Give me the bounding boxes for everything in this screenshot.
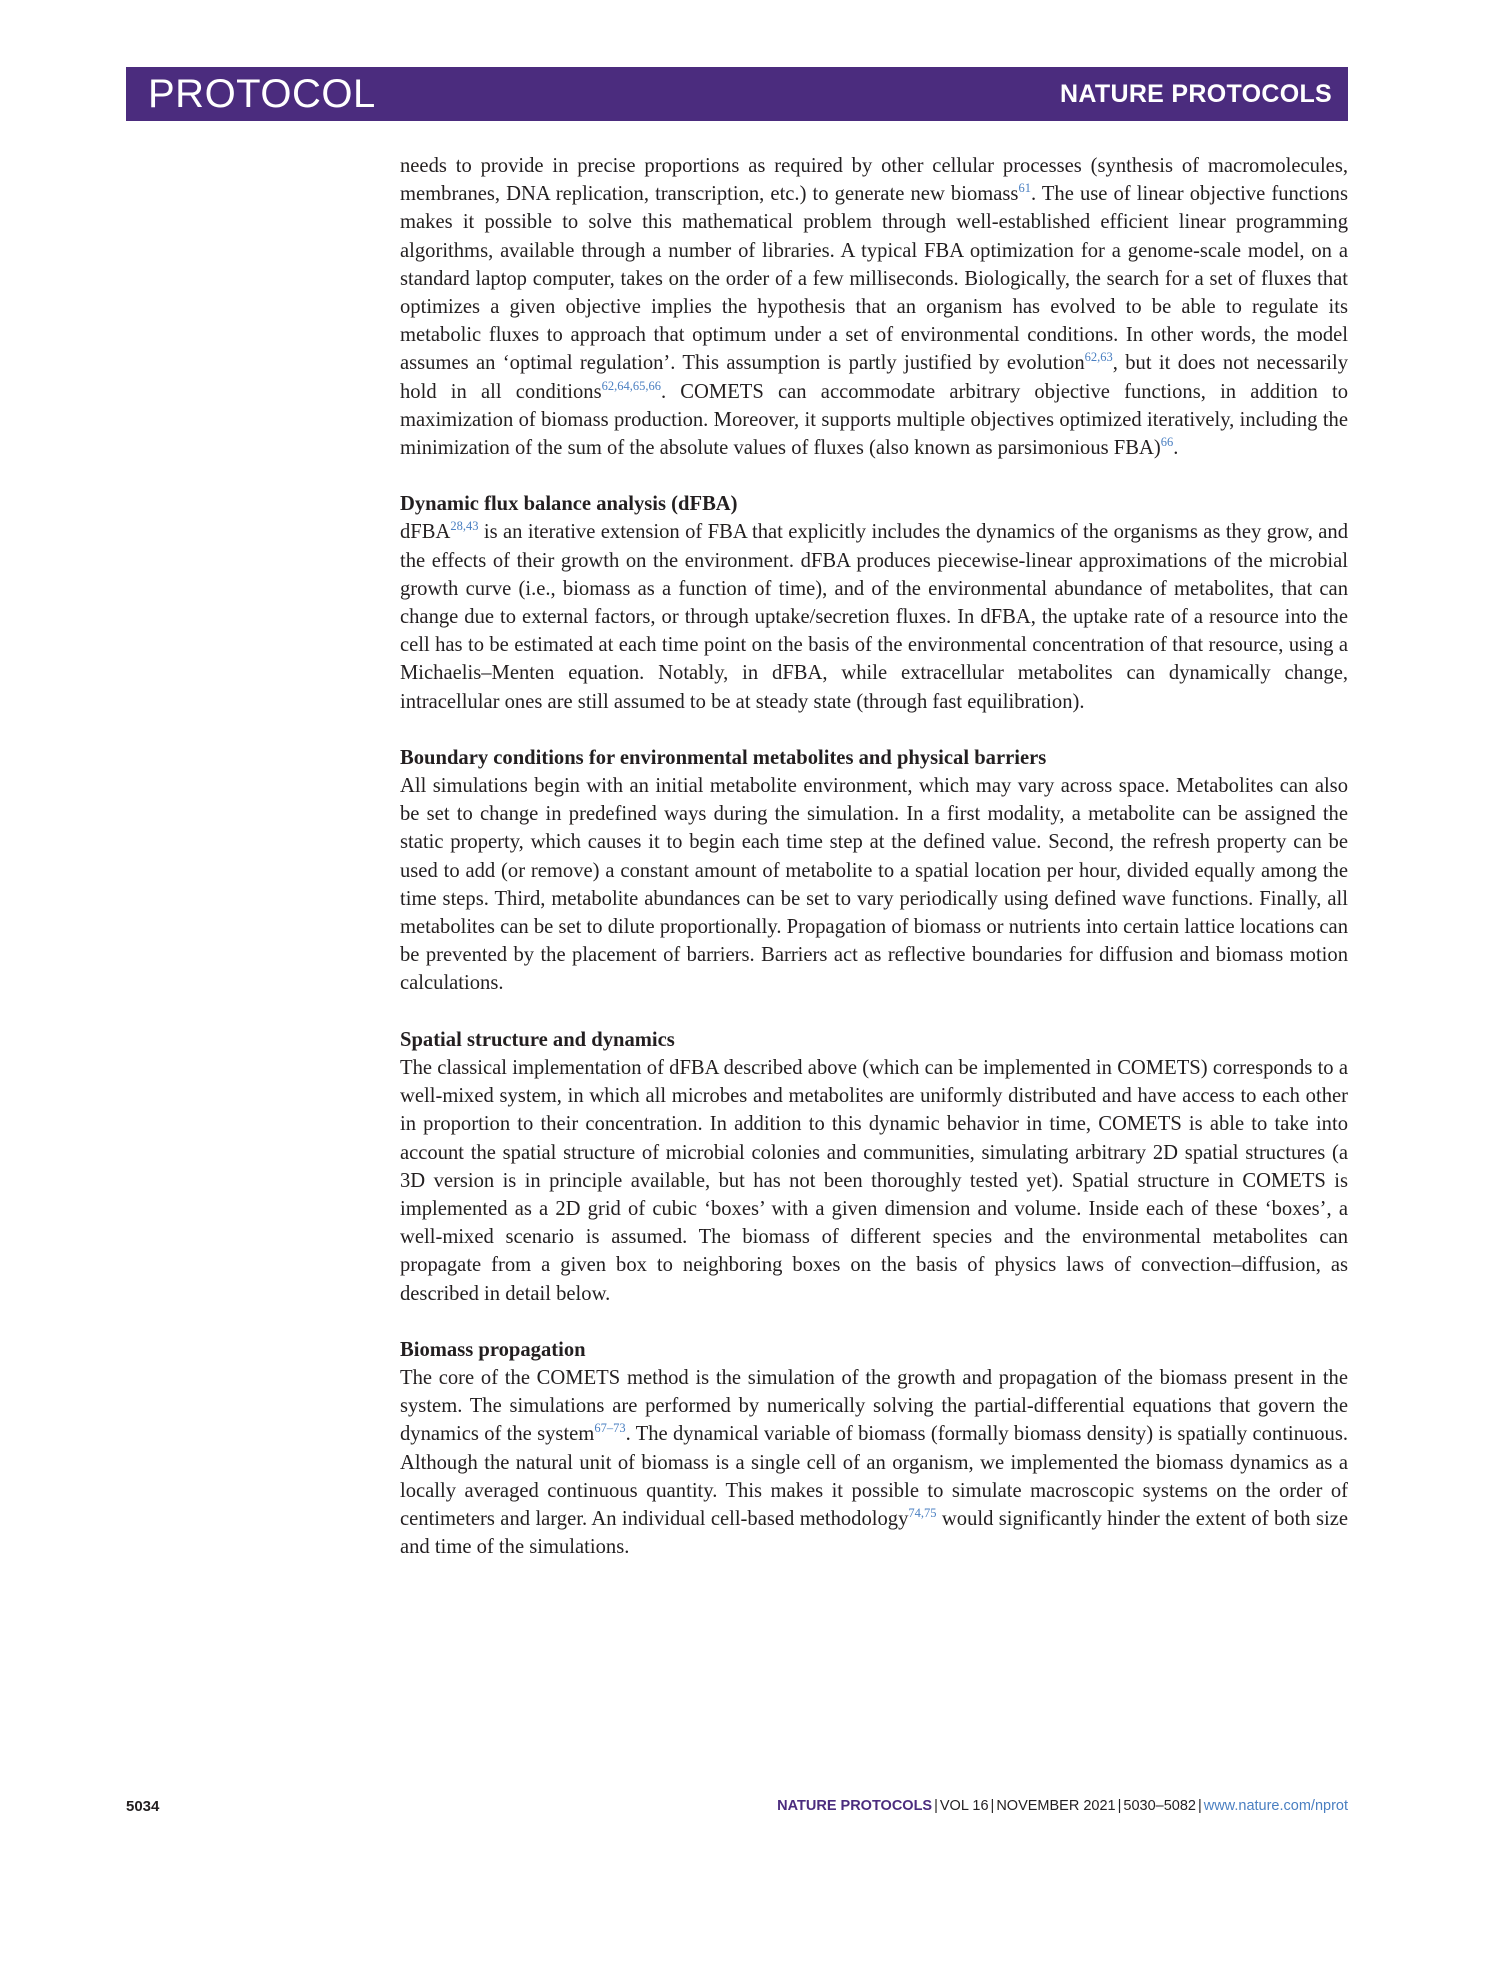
footer-separator: | [1117, 1798, 1122, 1814]
journal-name: NATURE PROTOCOLS [1060, 80, 1332, 108]
footer-volume: VOL 16 [939, 1798, 989, 1814]
citation-link[interactable]: 67–73 [594, 1421, 626, 1436]
section-spatial-structure [400, 1026, 1348, 1308]
footer-separator: | [1197, 1798, 1202, 1814]
text-run: , but it does not necessarily hold in all conditions [400, 352, 1348, 403]
text-run: is an iterative extension of FBA that explicitly includes the dynamics of the organisms as they grow, and the effects of their growth on the environment. dFBA produces piecewise-linear approximations of the microbial growth curve (i.e., biomass as a function of time), and of the environmental abundance of metabolites, that can change due to external factors, or through uptake/secretion fluxes. In dFBA, the uptake rate of a resource into the cell has to be estimated at each time point on the basis of the environmental concentration of that resource, using a Michaelis–Menten equation. Notably, in dFBA, while extracellular metabolites can dynamically change, intracellular ones are still assumed to be at steady state (through fast equilibration). [400, 521, 1348, 713]
citation-link[interactable]: 62,64,65,66 [601, 378, 661, 393]
header-bar [126, 67, 1348, 121]
section-dfba [400, 490, 1348, 716]
citation-link[interactable]: 28,43 [450, 519, 479, 534]
section-heading: Spatial structure and dynamics [400, 1028, 675, 1051]
citation-link[interactable]: 62,63 [1084, 350, 1113, 365]
section-heading: Boundary conditions for environmental metabolites and physical barriers [400, 746, 1047, 769]
section-heading: Biomass propagation [400, 1338, 586, 1361]
footer-journal: NATURE PROTOCOLS [777, 1798, 933, 1814]
paragraph-fba [400, 152, 1348, 462]
citation-link[interactable]: 66 [1160, 435, 1174, 450]
section-paragraph: All simulations begin with an initial metabolite environment, which may vary across space. Metabolites can also be set to change in predefined ways during the simulation. In a first modality, a metabolite can be assigned the static property, which causes it to begin each time step at the defined value. Second, the refresh property can be used to add (or remove) a constant amount of metabolite to a spatial location per hour, divided equally among the time steps. Third, metabolite abundances can be set to vary periodically using defined wave functions. Finally, all metabolites can be set to dilute proportionally. Propagation of biomass or nutrients into certain lattice locations can be prevented by the placement of barriers. Barriers act as reflective boundaries for diffusion and biomass motion calculations. [400, 775, 1348, 995]
footer-citation [777, 1798, 1348, 1814]
text-run: would significantly hinder the extent of both size and time of the simulations. [400, 1507, 1348, 1559]
footer-separator: | [990, 1798, 995, 1814]
section-heading: Dynamic flux balance analysis (dFBA) [400, 493, 738, 516]
section-label: PROTOCOL [148, 72, 376, 116]
section-paragraph: The classical implementation of dFBA described above (which can be implemented in COMETS) corresponds to a well-mixed system, in which all microbes and metabolites are uniformly distributed and have access to each other in proportion to their concentration. In addition to this dynamic behavior in time, COMETS is able to take into account the spatial structure of microbial colonies and communities, simulating arbitrary 2D spatial structures (a 3D version is in principle available, but has not been thoroughly tested yet). Spatial structure in COMETS is implemented as a 2D grid of cubic ‘boxes’ with a given dimension and volume. Inside each of these ‘boxes’, a well-mixed scenario is assumed. The biomass of different species and the environmental metabolites can propagate from a given box to neighboring boxes on the basis of physics laws of convection–diffusion, as described in detail below. [400, 1056, 1348, 1305]
footer-date: NOVEMBER 2021 [996, 1798, 1116, 1814]
citation-link[interactable]: 74,75 [908, 1505, 937, 1520]
footer-separator: | [934, 1798, 938, 1814]
footer-pages: 5030–5082 [1123, 1798, 1196, 1814]
text-run: . [1173, 437, 1179, 460]
section-biomass-propagation [400, 1336, 1348, 1562]
text-run: The core of the COMETS method is the simulation of the growth and propagation of the biomass present in the system. The simulations are performed by numerically solving the partial-differential equations that govern the dynamics of the system [400, 1366, 1348, 1446]
text-run: dFBA [400, 521, 451, 544]
text-run: . The use of linear objective functions makes it possible to solve this mathematical problem through well-established efficient linear programming algorithms, available through a number of libraries. A typical FBA optimization for a genome-scale model, on a standard laptop computer, takes on the order of a few milliseconds. Biologically, the search for a set of fluxes that optimizes a given objective implies the hypothesis that an organism has evolved to be able to regulate its metabolic fluxes to approach that optimum under a set of environmental conditions. In other words, the model assumes an ‘optimal regulation’. This assumption is partly justified by evolution [400, 183, 1348, 375]
citation-link[interactable]: 61 [1018, 181, 1031, 196]
text-run: . COMETS can accommodate arbitrary objective functions, in addition to maximization of biomass production. Moreover, it supports multiple objectives optimized iteratively, including the minimization of the sum of the absolute values of fluxes (also known as parsimonious FBA) [400, 380, 1348, 460]
text-run: . The dynamical variable of biomass (formally biomass density) is spatially continuous. Although the natural unit of biomass is a single cell of an organism, we implemented the biomass dynamics as a locally averaged continuous quantity. This makes it possible to simulate macroscopic systems on the order of centimeters and larger. An individual cell-based methodology [400, 1423, 1348, 1530]
page-number: 5034 [126, 1798, 160, 1815]
journal-url-link[interactable]: www.nature.com/nprot [1203, 1798, 1348, 1814]
section-paragraph [400, 518, 1348, 715]
text-run: needs to provide in precise proportions as required by other cellular processes (synthesis of macromolecules, membranes, DNA replication, transcription, etc.) to generate new biomass [400, 155, 1348, 206]
section-paragraph [400, 1364, 1348, 1561]
article-body [400, 152, 1348, 1561]
section-boundary-conditions [400, 744, 1348, 998]
